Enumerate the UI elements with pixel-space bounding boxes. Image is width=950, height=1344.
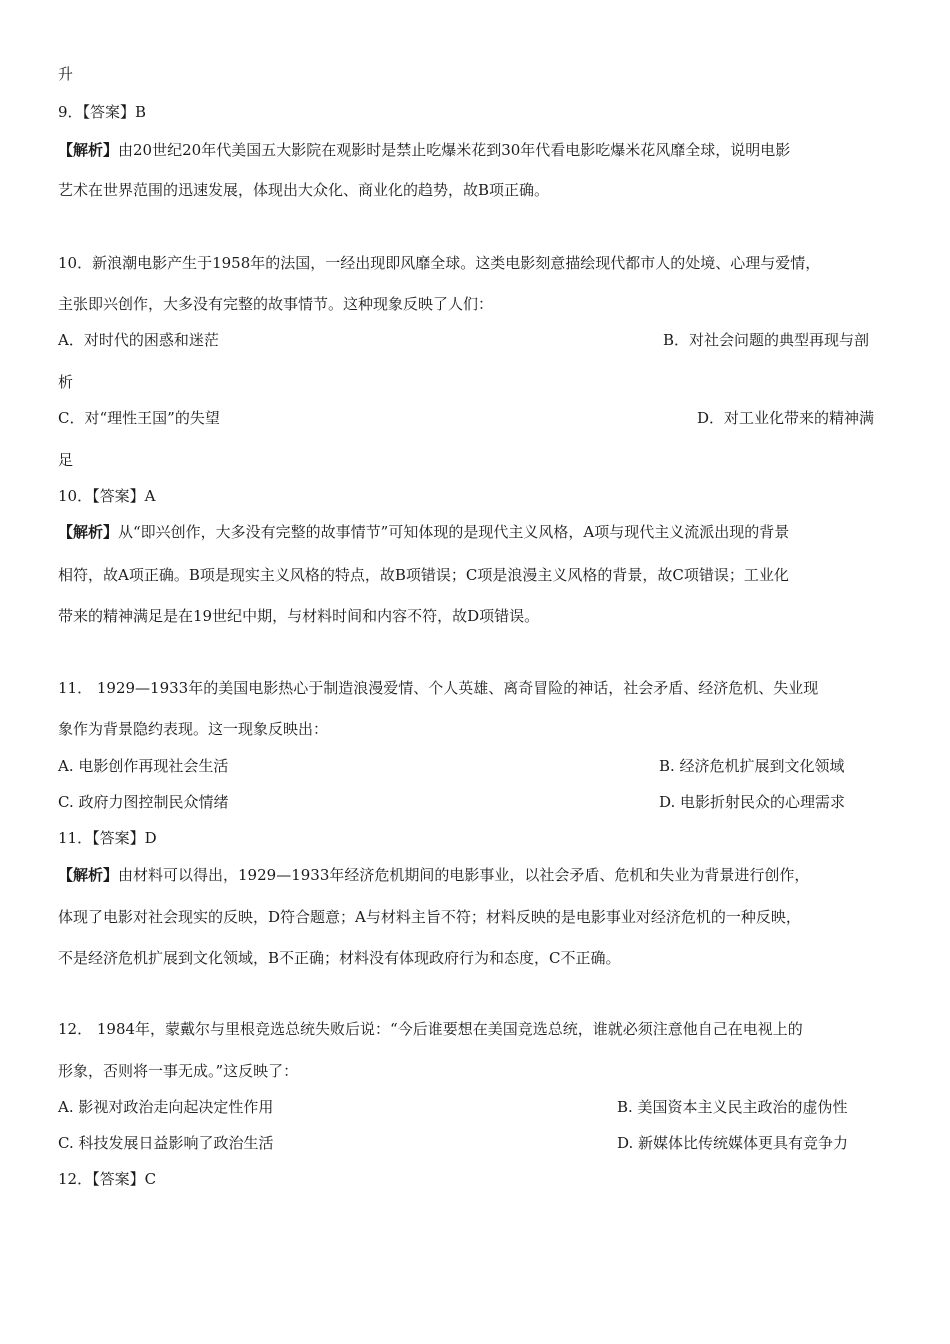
analysis-text: 由20世纪20年代美国五大影院在观影时是禁止吃爆米花到30年代看电影吃爆米花风靡全球，说明电影 [118,141,791,159]
question-12-stem: 12． 1984年，蒙戴尔与里根竞选总统失败后说：“今后谁要想在美国竞选总统，谁就必须注意他自己在电视上的 [58,1020,803,1038]
analysis-11 [58,865,809,885]
analysis-9 [58,140,790,160]
option-12-a: A. 影视对政治走向起决定性作用 [58,1098,274,1116]
text-line: 不是经济危机扩展到文化领域，B不正确；材料没有体现政府行为和态度，C不正确。 [58,949,621,967]
option-10-a: A．对时代的困惑和迷茫 [58,331,219,349]
option-11-b: B. 经济危机扩展到文化领域 [659,757,845,775]
answer-9: 9．【答案】B [58,103,147,121]
option-10-b: B．对社会问题的典型再现与剖 [663,331,870,349]
option-11-d: D. 电影折射民众的心理需求 [659,793,846,811]
analysis-label: 【解析】 [58,523,119,541]
analysis-label: 【解析】 [58,866,119,884]
question-11-stem: 11． 1929—1933年的美国电影热心于制造浪漫爱情、个人英雄、离奇冒险的神话，社会矛盾、经济危机、失业现 [58,679,819,697]
option-12-c: C. 科技发展日益影响了政治生活 [58,1134,274,1152]
text-line: 主张即兴创作，大多没有完整的故事情节。这种现象反映了人们： [58,295,494,313]
text-line: 析 [58,373,74,391]
question-10-stem: 10．新浪潮电影产生于1958年的法国，一经出现即风靡全球。这类电影刻意描绘现代都市人的处境、心理与爱情， [58,254,821,272]
option-10-c: C．对“理性王国”的失望 [58,409,220,427]
analysis-text: 从“即兴创作，大多没有完整的故事情节”可知体现的是现代主义风格，A项与现代主义流派出现的背景 [118,523,790,541]
answer-10: 10．【答案】A [58,487,156,505]
text-line: 形象，否则将一事无成。”这反映了： [58,1062,299,1080]
option-12-b: B. 美国资本主义民主政治的虚伪性 [617,1098,848,1116]
text-line: 象作为背景隐约表现。这一现象反映出： [58,720,329,738]
text-line: 升 [58,65,74,83]
option-11-a: A. 电影创作再现社会生活 [58,757,229,775]
answer-12: 12．【答案】C [58,1170,157,1188]
analysis-label: 【解析】 [58,141,119,159]
option-12-d: D. 新媒体比传统媒体更具有竞争力 [617,1134,849,1152]
text-line: 带来的精神满足是在19世纪中期，与材料时间和内容不符，故D项错误。 [58,607,540,625]
analysis-text: 由材料可以得出，1929—1933年经济危机期间的电影事业，以社会矛盾、危机和失业为背景进行创作， [118,866,810,884]
text-line: 相符，故A项正确。B项是现实主义风格的特点，故B项错误；C项是浪漫主义风格的背景，故C项错误；工业化 [58,566,789,584]
text-line: 体现了电影对社会现实的反映，D符合题意；A与材料主旨不符；材料反映的是电影事业对经济危机的一种反映， [58,908,801,926]
text-line: 艺术在世界范围的迅速发展，体现出大众化、商业化的趋势，故B项正确。 [58,181,550,199]
text-line: 足 [58,451,74,469]
analysis-10 [58,522,789,542]
option-11-c: C. 政府力图控制民众情绪 [58,793,229,811]
answer-11: 11．【答案】D [58,829,157,847]
option-10-d: D．对工业化带来的精神满 [697,409,875,427]
